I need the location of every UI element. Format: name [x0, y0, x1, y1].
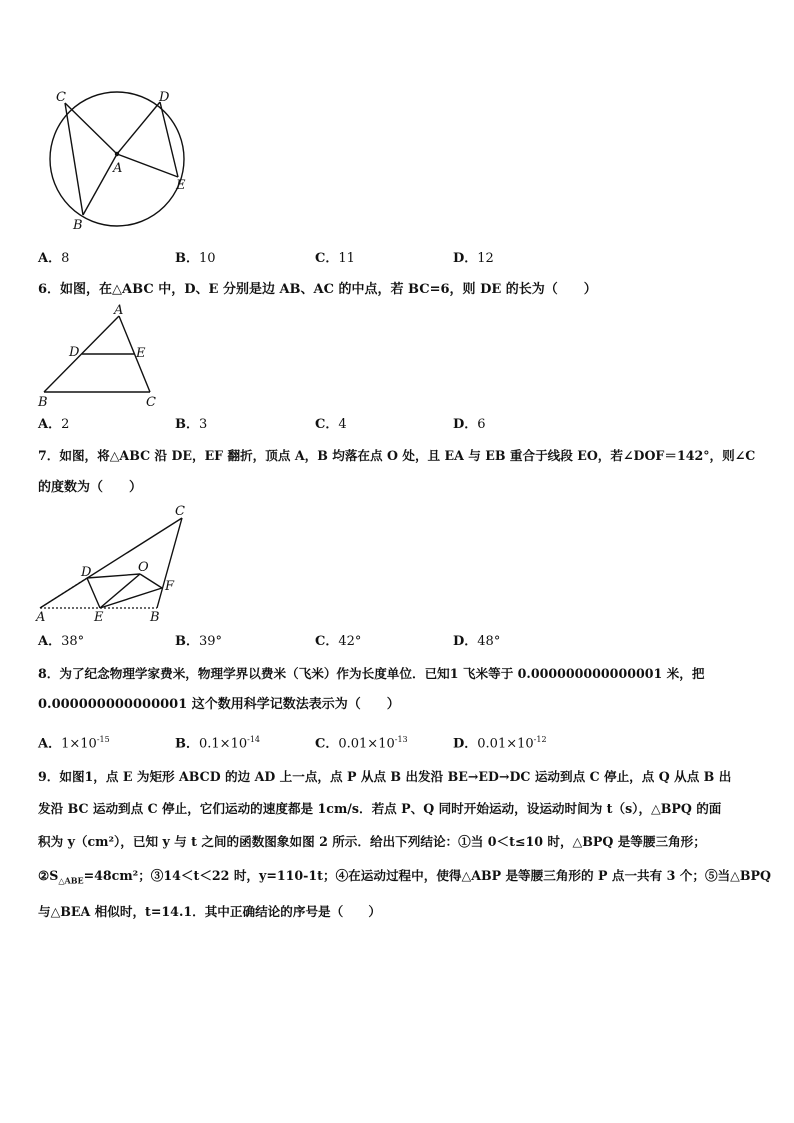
segment-DO: [87, 574, 140, 578]
q8-option-b: B．$0.1\times 10^{-14}$: [175, 735, 260, 752]
q9-stem-line1: 9．如图1，点 E 为矩形 ABCD 的边 AD 上一点，点 P 从点 B 出发沿 BE→ED→DC 运动到点 C 停止，点 Q 从点 B 出: [38, 769, 732, 784]
q5-option-d: D．12: [453, 251, 494, 266]
q5-option-b: B．10: [175, 251, 216, 266]
label-B: B: [38, 395, 48, 408]
label-C: C: [56, 90, 66, 105]
label-E: E: [176, 178, 186, 193]
label-C: C: [146, 395, 156, 408]
q9-line4-start: ②S: [38, 868, 59, 883]
q6-option-a: A．2: [38, 417, 70, 432]
label-A: A: [114, 303, 124, 318]
label-D: D: [81, 565, 92, 580]
q9-line4-subscript: △ABE: [58, 875, 84, 886]
q8-stem-line1: 8．为了纪念物理学家费米，物理学界以费米（飞米）作为长度单位．已知1 飞米等于 0.000000000000001 米，把: [38, 666, 705, 681]
label-B: B: [150, 610, 160, 625]
segment-OF: [140, 574, 162, 588]
segment-CA: [65, 103, 117, 154]
label-D: D: [69, 345, 80, 360]
label-F: F: [165, 579, 175, 594]
q6-triangle-figure: [36, 302, 166, 408]
segment-DE: [87, 578, 100, 608]
q8-stem-line2: 0.000000000000001 这个数用科学记数法表示为（ ）: [38, 697, 400, 712]
segment-CB: [65, 103, 83, 215]
label-A: A: [113, 161, 123, 176]
q5-option-c: C．11: [315, 251, 355, 266]
label-A: A: [36, 610, 46, 625]
q7-stem-line2: 的度数为（ ）: [38, 480, 143, 495]
label-O: O: [138, 560, 149, 575]
q9-stem-line3: 积为 y（cm²），已知 y 与 t 之间的函数图象如图 2 所示．给出下列结论：①当 0＜t≤10 时，△BPQ 是等腰三角形；: [38, 834, 706, 849]
label-E: E: [94, 610, 104, 625]
q7-option-d: D．48°: [453, 634, 501, 649]
label-D: D: [159, 90, 170, 105]
q6-option-d: D．6: [453, 417, 486, 432]
q9-stem-line4: [38, 867, 771, 890]
q8-option-a: A．$1\times 10^{-15}$: [38, 735, 110, 752]
q7-option-b: B．39°: [175, 634, 223, 649]
segment-DE: [160, 102, 178, 177]
segment-DA: [117, 102, 160, 154]
segment-EO: [100, 574, 140, 608]
q9-line4-rest: =48cm²；③14＜t＜22 时，y=110-1t；④在运动过程中，使得△ABP 是等腰三角形的 P 点一共有 3 个；⑤当△BPQ: [83, 868, 771, 883]
q5-circle-figure: [40, 82, 200, 232]
q7-stem-line1: 7．如图，将△ABC 沿 DE，EF 翻折，顶点 A，B 均落在点 O 处，且 EA 与 EB 重合于线段 EO，若∠DOF＝142°，则∠C: [38, 448, 756, 463]
q8-option-d: D．$0.01\times 10^{-12}$: [453, 735, 547, 752]
q6-stem: 6．如图，在△ABC 中，D、E 分别是边 AB、AC 的中点，若 BC=6，则 DE 的长为（ ）: [38, 282, 597, 297]
q6-option-b: B．3: [175, 417, 208, 432]
q6-option-c: C．4: [315, 417, 347, 432]
q8-option-c: C．$0.01\times 10^{-13}$: [315, 735, 408, 752]
circle: [50, 92, 184, 226]
label-C: C: [175, 504, 185, 519]
q9-stem-line2: 发沿 BC 运动到点 C 停止，它们运动的速度都是 1cm/s．若点 P、Q 同时开始运动，设运动时间为 t（s），△BPQ 的面: [38, 801, 722, 816]
label-E: E: [136, 346, 146, 361]
q7-option-a: A．38°: [38, 634, 85, 649]
q7-option-c: C．42°: [315, 634, 362, 649]
q7-fold-figure: [34, 502, 194, 626]
segment-AE: [117, 154, 178, 177]
segment-BA: [83, 154, 117, 215]
q9-stem-line5: 与△BEA 相似时，t=14.1．其中正确结论的序号是（ ）: [38, 904, 382, 919]
segment-EF: [100, 588, 162, 608]
label-B: B: [73, 218, 83, 232]
q5-option-a: A．8: [38, 251, 70, 266]
point-A-dot: [115, 152, 119, 156]
